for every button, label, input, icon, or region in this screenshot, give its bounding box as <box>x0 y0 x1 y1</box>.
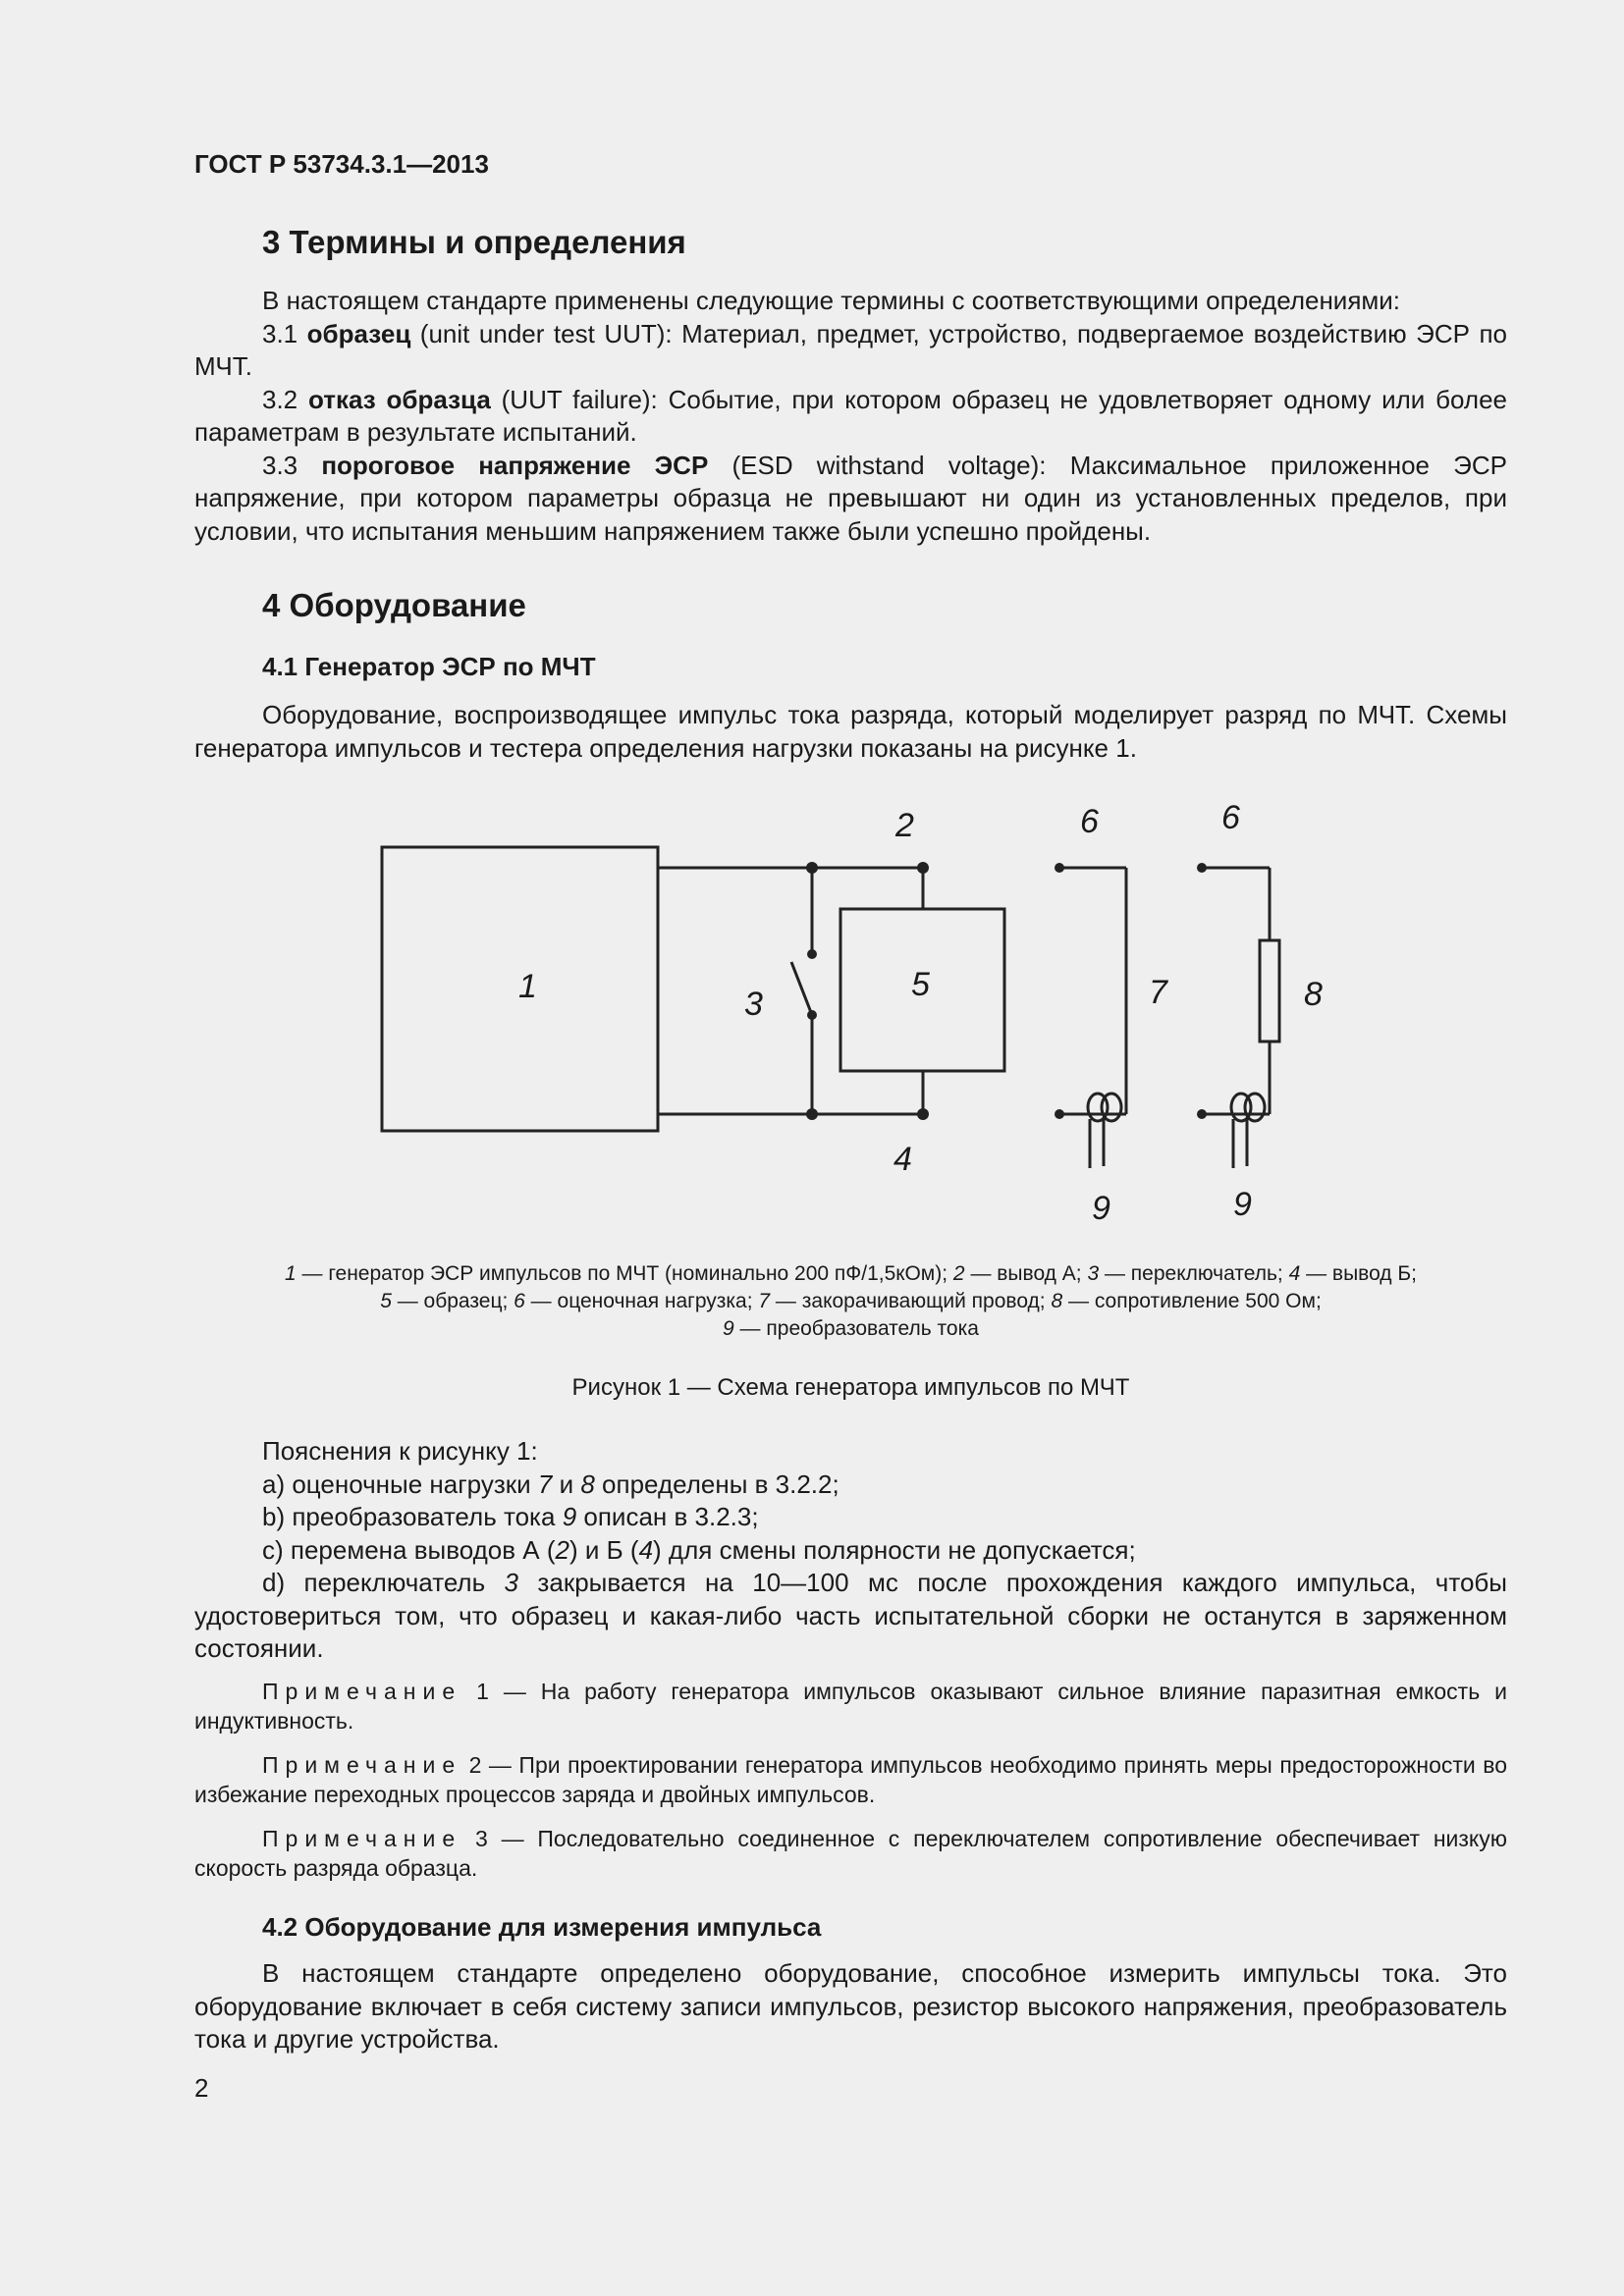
figure-title: Рисунок 1 — Схема генератора импульсов по МЧТ <box>571 1374 1130 1401</box>
document-header: ГОСТ Р 53734.3.1—2013 <box>194 149 489 179</box>
label-1: 1 <box>518 968 537 1005</box>
paragraph-4-2-text: В настоящем стандарте определено оборудование, способное измерить импульсы тока. Это оборудование включает в себя систему записи импульсов, резистор высокого напряжения, преобразователь тока и другие устройства. <box>194 1958 1507 2054</box>
label-6-right: 6 <box>1221 799 1240 836</box>
label-8: 8 <box>1304 976 1323 1013</box>
switch-blade <box>791 962 812 1015</box>
term-3-3: 3.3 пороговое напряжение ЭСР (ESD withstand voltage): Максимальное приложенное ЭСР напряжение, при котором параметры образца не превышают ни один из установленных пределов, при условии, что испытания меньшим напряжением также были успешно пройдены. <box>194 450 1507 546</box>
current-transducer-coil-left <box>1088 1094 1121 1168</box>
note-3: Примечание 3 — Последовательно соединенное с переключателем сопротивление обеспечивает низкую скорость разряда образца. <box>194 1826 1507 1881</box>
subsection-4-2-title: 4.2 Оборудование для измерения импульса <box>262 1912 822 1942</box>
term-3-2: 3.2 отказ образца (UUT failure): Событие, при котором образец не удовлетворяет одному или более параметрам в результате испытаний. <box>194 384 1507 447</box>
section-3-intro: В настоящем стандарте применены следующие термины с соответствующими определениями: <box>262 286 1401 315</box>
caption-line-1: 1 — генератор ЭСР импульсов по МЧТ (номинально 200 пФ/1,5кОм); 2 — вывод А; 3 — переключатель; 4 — вывод Б; <box>284 1262 1418 1285</box>
label-2: 2 <box>895 807 914 844</box>
caption-line-3: 9 — преобразователь тока <box>723 1317 979 1340</box>
label-6-left: 6 <box>1080 803 1099 840</box>
section-4-title: 4 Оборудование <box>262 587 526 623</box>
explanation-d: d) переключатель 3 закрывается на 10—100 мс после прохождения каждого импульса, чтобы удостовериться том, что образец и какая-либо часть испытательной сборки не останутся в заряженном состоянии. <box>194 1568 1507 1663</box>
label-9-left: 9 <box>1092 1190 1110 1227</box>
figure-explanations <box>194 1435 1507 1666</box>
term-3-1: 3.1 образец (unit under test UUT): Материал, предмет, устройство, подвергаемое воздействию ЭСР по МЧТ. <box>194 318 1507 381</box>
label-9-right: 9 <box>1233 1186 1252 1223</box>
note-1: Примечание 1 — На работу генератора импульсов оказывают сильное влияние паразитная емкость и индуктивность. <box>194 1679 1507 1734</box>
caption-line-2: 5 — образец; 6 — оценочная нагрузка; 7 — закорачивающий провод; 8 — сопротивление 500 Ом; <box>380 1290 1322 1312</box>
explanation-a: a) оценочные нагрузки 7 и 8 определены в 3.2.2; <box>262 1468 839 1499</box>
explanation-b: b) преобразователь тока 9 описан в 3.2.3; <box>262 1502 759 1531</box>
note-2: Примечание 2 — При проектировании генератора импульсов необходимо принять меры предосторожности во избежание переходных процессов заряда и двойных импульсов. <box>194 1752 1507 1807</box>
subsection-4-1-title: 4.1 Генератор ЭСР по МЧТ <box>262 652 596 681</box>
label-3: 3 <box>744 986 763 1023</box>
label-4: 4 <box>893 1141 912 1178</box>
resistor-500-ohm <box>1260 940 1279 1041</box>
explanation-c: c) перемена выводов А (2) и Б (4) для смены полярности не допускается; <box>262 1534 1136 1565</box>
figure-caption <box>194 1260 1507 1343</box>
paragraph-4-2 <box>194 1957 1507 2056</box>
label-7: 7 <box>1149 974 1167 1011</box>
page-number: 2 <box>194 2073 209 2103</box>
paragraph-4-1-text: Оборудование, воспроизводящее импульс тока разряда, который моделирует разряд по МЧТ. Схемы генератора импульсов и тестера определения нагрузки показаны на рисунке 1. <box>194 700 1507 763</box>
current-transducer-coil-right <box>1231 1094 1265 1168</box>
label-5: 5 <box>911 966 930 1003</box>
section-3-title: 3 Термины и определения <box>262 224 686 260</box>
explanations-title: Пояснения к рисунку 1: <box>262 1436 538 1466</box>
